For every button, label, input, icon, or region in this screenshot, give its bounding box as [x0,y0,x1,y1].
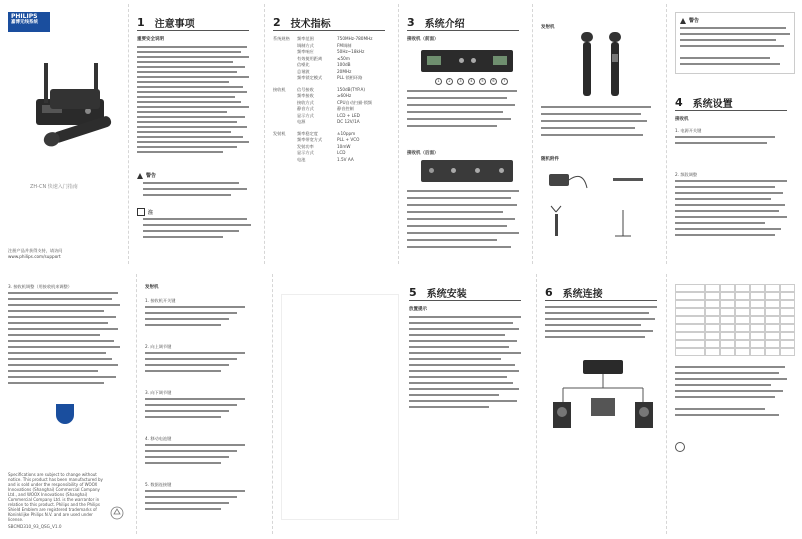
section-4-panel [666,4,802,264]
spec-value: ±10ppm [337,130,356,136]
compliance-cell [720,284,735,292]
compliance-cell [720,300,735,308]
warning-heading [137,172,156,179]
section-6-panel [536,274,666,534]
compliance-cell [750,340,765,348]
section-1-panel [128,4,264,264]
spec-value: 1.5V AA [337,156,354,162]
compliance-cell [780,300,795,308]
front-legend-text [407,90,525,144]
compliance-cell [735,308,750,316]
callout-marker: 3 [457,78,464,85]
compliance-row [675,340,795,348]
spec-key: 频率范围 [297,36,314,41]
compliance-cell [765,340,780,348]
compliance-cell [750,316,765,324]
section-3-header [407,14,519,31]
compliance-cell [750,308,765,316]
compliance-cell [735,292,750,300]
compliance-cell [750,324,765,332]
spec-value: ≤50m [337,55,350,61]
compliance-cell [735,324,750,332]
receiver-front-diagram [421,50,513,72]
transmitter-step-1: 1. 接收机开关键 [145,298,176,303]
compliance-cell [750,332,765,340]
compliance-table [675,284,795,356]
compliance-cell [720,340,735,348]
compliance-row [675,316,795,324]
spec-key: 信号接收 [297,86,314,92]
step-1: 1. 电源开关键 [675,128,702,133]
warning-icon [680,18,686,24]
transmitter-page-label: 发射机 [145,285,159,290]
spec-key: 显示方式 [297,150,314,155]
connection-text [545,306,663,346]
compliance-cell [780,292,795,300]
spec-key: 频率响应 [297,49,314,54]
compliance-cell [780,324,795,332]
compliance-cell [750,300,765,308]
warning-text [680,27,792,73]
step-1-text [675,136,795,156]
note-icon [137,208,145,216]
compliance-cell [765,324,780,332]
spec-value: FM调制 [337,42,352,48]
spec-value: PLL + VCO [337,137,360,142]
sheet-inner [0,274,802,534]
instruction-text-block [137,46,255,166]
compliance-row [675,332,795,340]
compliance-cell [780,340,795,348]
compliance-cell [735,284,750,292]
compliance-cell [765,308,780,316]
spec-value: 50Hz~18kHz [337,49,365,54]
front-callouts [435,78,515,84]
philips-logo [8,12,50,32]
compliance-cell [720,308,735,316]
spec-value: 10mW [337,143,351,149]
spec-value: DC 12V/1A [337,119,360,124]
compliance-cell [705,308,720,316]
callout-marker: 7 [501,78,508,85]
transmitter-step-text [145,490,257,514]
support-url[interactable]: www.philips.com/support [8,254,61,259]
support-line: 注册产品并获得支持，请访问 [8,248,63,253]
spec-table [273,36,393,163]
eco-icon [675,442,685,452]
spec-value: 150dB(TYP.A) [337,86,365,92]
compliance-cell [705,340,720,348]
compliance-cell [735,316,750,324]
spec-value: 100dB [337,62,351,67]
compliance-cell [750,292,765,300]
microphone-product-image [28,59,118,169]
compliance-cell [780,284,795,292]
compliance-row [675,284,795,292]
document-code: SBCMD310_93_QSG_V1.0 [8,524,62,529]
compliance-cell [675,348,705,356]
step-3-text [8,292,128,400]
section-number: 1 [137,15,145,29]
compliance-cell [720,332,735,340]
compliance-cell [750,348,765,356]
transmitter-step-text [145,398,257,422]
section-5-panel [272,274,536,534]
compliance-cell [765,332,780,340]
warning-label: 警告 [689,18,700,24]
spec-value: LCD [337,150,346,155]
section-number: 3 [407,15,415,29]
compliance-cell [765,300,780,308]
spec-group [273,157,297,164]
section-5-header [409,284,521,301]
spec-group: 接收机 [273,86,286,92]
spec-key: 发射功率 [297,143,314,149]
compliance-cell [750,284,765,292]
spec-value: ≥60Hz [337,93,352,98]
callout-marker: 2 [446,78,453,85]
transmitter-step-text [145,352,257,376]
compliance-cell [765,316,780,324]
warning-icon [137,173,143,179]
sheet-outer [0,4,802,264]
section-title: 系统连接 [562,288,603,300]
compliance-cell [720,348,735,356]
spec-key: 电源 [297,119,306,124]
section-number: 4 [675,95,683,109]
callout-marker: 5 [479,78,486,85]
section-3-panel [398,4,532,264]
compliance-cell [735,332,750,340]
spec-key: 频率接收 [297,93,314,98]
section-1-header [137,14,249,31]
receiver-rear-label: 接收机（后面） [407,151,439,156]
transmitter-legend-text [541,106,659,150]
compliance-notes [675,366,795,436]
compliance-row [675,324,795,332]
placement-subtitle: 放置提示 [409,307,427,312]
section-title: 技术指标 [290,18,331,30]
accessories-diagram [543,166,659,246]
compliance-cell [765,284,780,292]
spec-value: 750MHz-780MHz [337,36,373,41]
transmitter-step-5: 5. 数据连接键 [145,482,172,487]
section-4-header [675,94,787,111]
step-2-text [675,180,795,250]
connection-diagram [543,354,663,434]
warning-heading [680,17,699,24]
compliance-cell [705,332,720,340]
accessories-label: 随机附件 [541,157,559,162]
compliance-cell [705,316,720,324]
spec-group: 系统规格 [273,36,290,41]
compliance-cell [675,332,705,340]
section-title: 系统介绍 [424,18,465,30]
compliance-cell [705,284,720,292]
compliance-cell [675,316,705,324]
spec-group [273,75,297,82]
compliance-cell [735,340,750,348]
section-title: 系统安装 [426,288,467,300]
transmitter-label: 发射机 [541,25,555,30]
transmitter-panel [532,4,666,264]
note-heading [137,208,153,216]
compliance-cell [720,316,735,324]
section-2-panel [264,4,398,264]
section-number: 2 [273,15,281,29]
spec-key: 调制方式 [297,42,314,48]
spec-row [273,119,393,126]
callout-marker: 6 [490,78,497,85]
transmitter-adjust-panel [136,274,272,534]
recycle-icon [110,506,124,520]
callout-marker: 4 [468,78,475,85]
spec-row [273,157,393,164]
compliance-cell [675,308,705,316]
compliance-cell [705,292,720,300]
section-title: 注意事项 [154,18,195,30]
compliance-row [675,300,795,308]
spec-key: 静音方式 [297,106,314,111]
compliance-cell [705,348,720,356]
compliance-cell [705,300,720,308]
compliance-cell [675,292,705,300]
spec-value: CPU自动扫描·锁频 [337,99,372,105]
transmitter-step-text [145,306,257,330]
compliance-row [675,308,795,316]
spec-group [273,119,297,126]
brand-name: PHILIPS [11,13,38,20]
receiver-front-label: 接收机（前面） [407,37,439,42]
compliance-cell [675,340,705,348]
compliance-cell [720,292,735,300]
receiver-sub-label: 接收机 [675,117,689,122]
spec-value: PLL 锁相环路 [337,75,363,80]
transmitter-step-2: 2. 向上调节键 [145,344,172,349]
spec-value: 20MHz [337,68,352,74]
placement-text [409,316,531,416]
spec-key: 有效使用距离 [297,55,323,61]
cover-panel [0,4,128,264]
compliance-cell [780,316,795,324]
section-2-header [273,14,385,31]
receiver-rear-diagram [421,160,513,182]
brand-sub: 嘉博无线系统 [11,20,38,25]
model-caption: ZH-CN 快速入门指南 [30,184,78,190]
spec-key: 频率锁定模式 [297,75,323,80]
compliance-row [675,292,795,300]
compliance-cell [780,348,795,356]
section-title: 系统设置 [692,98,733,110]
note-text-block [143,218,253,248]
compliance-cell [765,292,780,300]
section-number: 6 [545,285,553,299]
section-6-header [545,284,657,301]
transmitter-step-4: 4. 移动电池键 [145,436,172,441]
compliance-cell [780,332,795,340]
compliance-cell [675,284,705,292]
compliance-panel [666,274,802,534]
rear-legend-text [407,190,525,260]
spec-value: LCD + LED [337,112,360,118]
compliance-cell [720,324,735,332]
spec-key: 信噪比 [297,62,310,67]
section-number: 5 [409,285,417,299]
spec-key: 总谐波 [297,68,310,74]
warning-text-block [143,182,253,204]
spec-key: 电池 [297,156,306,162]
spec-group: 发射机 [273,130,286,136]
handheld-mic-diagram [573,32,633,102]
compliance-cell [765,348,780,356]
spec-row [273,75,393,82]
placement-diagram-frame [281,294,399,520]
compliance-cell [675,324,705,332]
receiver-adjust-panel [0,274,136,534]
spec-key: 频率稳定度 [297,130,318,136]
compliance-row [675,348,795,356]
philips-shield-logo [56,404,74,424]
transmitter-step-text [145,444,257,468]
warning-label: 警告 [146,173,157,179]
compliance-cell [735,300,750,308]
spec-key: 频率带宽方式 [297,137,323,142]
compliance-cell [735,348,750,356]
step-2: 2. 频段调整 [675,172,698,177]
legal-text: Specifications are subject to change without notice. This product has been manufactured by and is sold under the responsibility of WOOX Innovations (Shanghai) Commercial Company Ltd., and WOOX Innovations (Shanghai) Commercial Company Ltd. is the warrantor in relation to this product. Philips and the Philips Shield Emblem are registered trademarks of Koninklijke Philips N.V. and are used under license. [8,472,103,522]
transmitter-step-3: 3. 向下调节键 [145,390,172,395]
compliance-cell [780,308,795,316]
spec-key: 显示方式 [297,112,314,118]
callout-marker: 1 [435,78,442,85]
spec-key: 接收方式 [297,99,314,105]
compliance-cell [705,324,720,332]
step-3: 3. 接收机调整（用接收机来调整） [8,284,72,289]
note-label: 注 [148,209,154,216]
warning-box [675,12,795,74]
compliance-cell [675,300,705,308]
spec-value: 静音控制 [337,106,354,111]
section-subtitle: 重要安全说明 [137,37,164,42]
